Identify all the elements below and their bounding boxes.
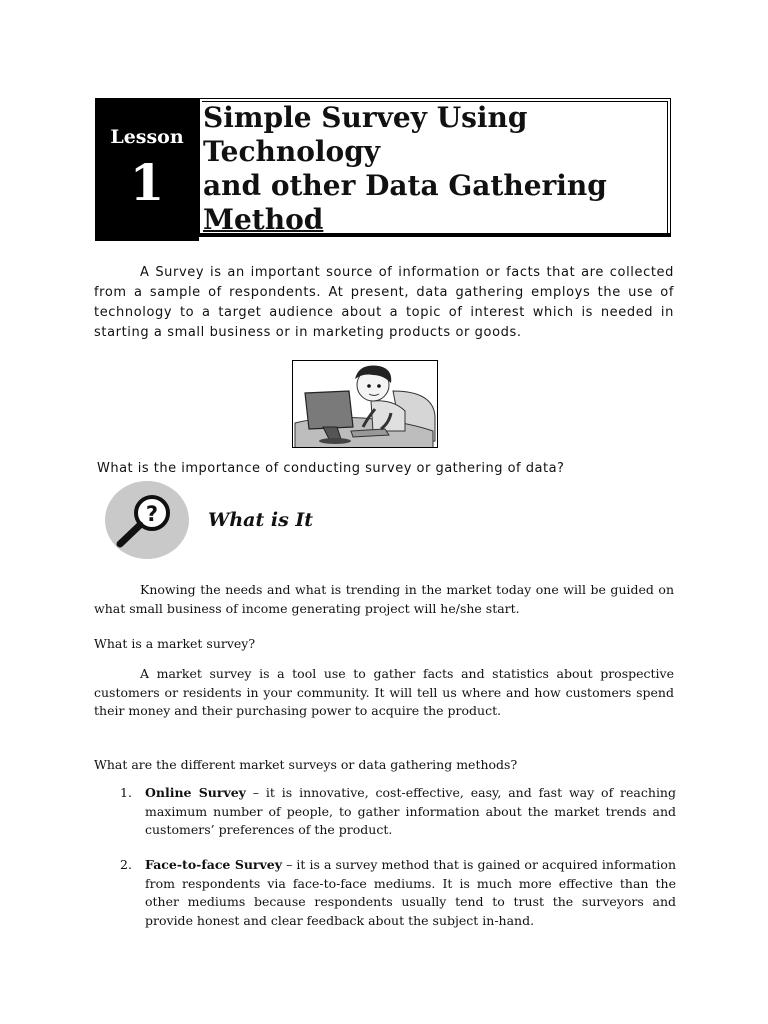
lesson-badge [95,98,199,241]
list-number: 1. [120,785,132,800]
method-name: Face-to-face Survey [145,857,283,872]
child-computer-icon [293,361,438,448]
list-number: 2. [120,857,132,872]
title-line-2: Technology [203,135,381,168]
svg-text:?: ? [145,502,159,526]
title-line-3: and other Data Gathering [203,169,607,202]
method-description: – it is innovative, cost-effective, easy, and fast way of reaching maximum number of people, to gather information about the market trends and customers’ preferences of the product. [145,785,676,837]
title-box [199,98,671,237]
intro-question: What is the importance of conducting survey or gathering of data? [97,461,565,476]
list-item [120,856,676,952]
methods-question: What are the different market surveys or data gathering methods? [94,757,518,772]
magnifier-question-icon [104,480,190,560]
lesson-number: 1 [129,153,165,212]
method-description: – it is a survey method that is gained or acquired information from respondents via face-to-face mediums. It is much more effective than the other mediums because respondents usually tend to trust the surveyors and provide honest and clear feedback about the subject in-hand. [145,857,677,928]
intro-paragraph: A Survey is an important source of information or facts that are collected from a sample of respondents. At present, data gathering employs the use of technology to a target audience about a topic of interest which is needed in starting a small business or in marketing products or goods. [94,265,674,340]
title-line-4: Method [203,203,324,236]
lesson-label: Lesson [110,126,184,148]
needs-paragraph: Knowing the needs and what is trending in the market today one will be guided on what small business of income generating project will he/she start. [94,582,674,616]
section-heading: What is It [208,509,314,531]
list-item [120,784,676,844]
market-survey-question: What is a market survey? [94,636,256,651]
page-title [203,101,663,237]
illustration-child-at-computer [292,360,438,448]
method-name: Online Survey [145,785,246,800]
title-line-1: Simple Survey Using [203,101,528,134]
market-survey-paragraph: A market survey is a tool use to gather facts and statistics about prospective customers or residents in your community. It will tell us where and how customers spend their money and their purchasing power to acquire the product. [94,666,674,718]
magnifier-badge [104,480,190,560]
